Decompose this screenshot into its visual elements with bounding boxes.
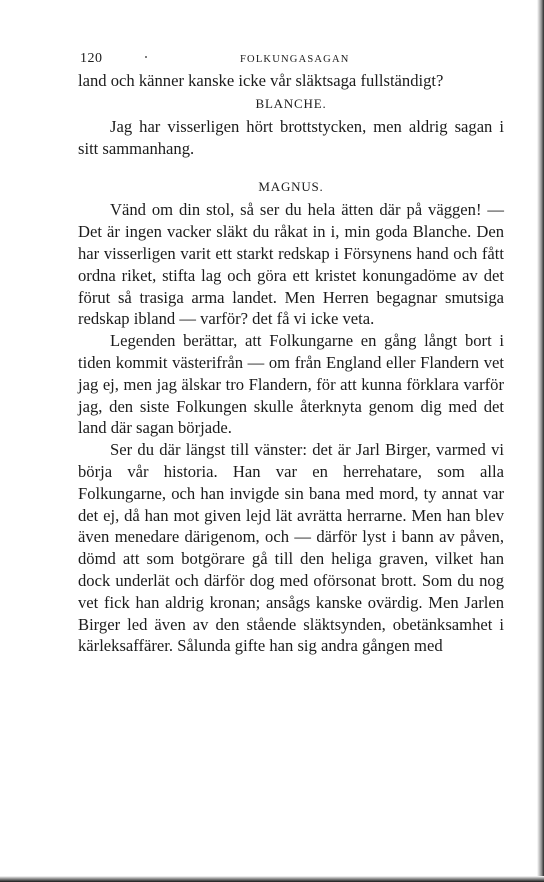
paragraph-continuation: land och känner kanske icke vår släktsaga fullständigt? — [78, 71, 444, 90]
speaker-name-magnus: MAGNUS. — [258, 179, 324, 195]
paragraph-blanche: Jag har visserligen hört brottstycken, men aldrig sagan i sitt sammanhang. — [78, 116, 504, 158]
book-page — [78, 48, 504, 657]
page-text — [78, 70, 504, 657]
running-head — [78, 48, 504, 70]
scan-bottom-shadow — [0, 876, 544, 882]
running-title: FOLKUNGASAGAN — [240, 54, 350, 65]
paragraph-magnus-3: Ser du där längst till vänster: det är Jarl Birger, varmed vi börja vår historia. Han var en herrehatare, som alla Folkungarne, och han invigde sin bana med mord, ty annat var det ej, då han mot given lejd lät avrätta herrarne. Men han blev även menedare därigenom, och — därför lyst i bann av påven, dömd att som botgörare gå till den heliga graven, vilket han dock underlät och därför dog med oförsonat brott. Som du nog vet fick han aldrig kronan; ansågs kanske ovärdig. Men Jarlen Birger led även av den stående släktsynden, obetänksamhet i kärleksaffärer. Sålunda gifte han sig andra gången med — [78, 440, 504, 656]
speaker-name-blanche: BLANCHE. — [255, 95, 327, 111]
paragraph-magnus-1: Vänd om din stol, så ser du hela ätten där på väggen! — Det är ingen vacker släkt du råkat in i, min goda Blanche. Den har visserligen varit ett starkt redskap i Försynens hand och fått ordna riket, stifta lag och göra ett kristet konungadöme av det förut så trasiga arma landet. Men Herren begagnar smutsiga redskap ibland — varför? det få vi icke veta. — [78, 200, 504, 329]
scan-edge-shadow — [537, 0, 544, 882]
paragraph-magnus-2: Legenden berättar, att Folkungarne en gång långt bort i tiden kommit västerifrån — om från England eller Flandern vet jag ej, men jag älskar tro Flandern, för att kunna förklara varför jag, den siste Folkungen skulle återknyta genom dig med det land där sagan började. — [78, 331, 504, 438]
page-number: 120 — [80, 51, 103, 66]
spacer — [78, 159, 504, 175]
